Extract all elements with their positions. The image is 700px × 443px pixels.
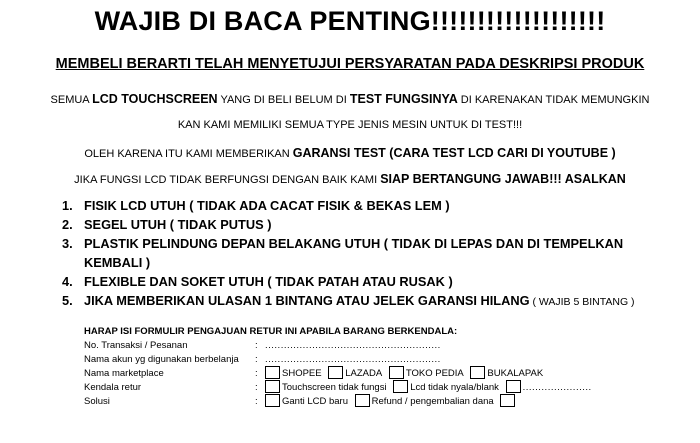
form-row-kendala: [84, 381, 684, 395]
checkbox[interactable]: [500, 394, 515, 407]
option-label: TOKO PEDIA: [405, 368, 464, 380]
rule-number: 4.: [62, 274, 73, 289]
checkbox[interactable]: [328, 366, 343, 379]
p4-text-1: JIKA FUNGSI LCD TIDAK BERFUNGSI DENGAN BAIK KAMI: [74, 174, 381, 186]
solusi-label: Solusi: [84, 396, 110, 407]
p1-bold-2: TEST FUNGSINYA: [349, 92, 458, 106]
option-refund[interactable]: [355, 396, 494, 407]
option-lazada[interactable]: [328, 368, 382, 379]
option-bukalapak[interactable]: [470, 368, 543, 379]
rule-text: FISIK LCD UTUH ( TIDAK ADA CACAT FISIK & BEKAS LEM ): [84, 198, 450, 213]
marketplace-label: Nama marketplace: [84, 368, 164, 379]
colon: :: [255, 340, 258, 351]
rule-number: 2.: [62, 217, 73, 232]
rule-item: [62, 234, 682, 272]
p1-text-3: DI KARENAKAN TIDAK MEMUNGKIN: [457, 94, 650, 106]
colon: :: [255, 382, 258, 393]
form-row-solusi: [84, 395, 684, 409]
option-solusi-other[interactable]: [500, 396, 517, 407]
warranty-rules-list: [62, 196, 682, 312]
form-row-akun: [84, 353, 684, 367]
checkbox[interactable]: [393, 380, 408, 393]
marketplace-options: [265, 367, 547, 381]
option-tokopedia[interactable]: [389, 368, 464, 379]
rule-text-main: JIKA MEMBERIKAN ULASAN 1 BINTANG ATAU JELEK GARANSI HILANG: [84, 293, 530, 308]
transaksi-label: No. Transaksi / Pesanan: [84, 340, 188, 351]
p3-bold-1: GARANSI TEST (CARA TEST LCD CARI DI YOUTUBE ): [292, 146, 616, 160]
akun-field[interactable]: ........................................................: [265, 354, 441, 365]
rule-number: 5.: [62, 293, 73, 308]
solusi-options: [265, 395, 521, 409]
p3-text-1: OLEH KARENA ITU KAMI MEMBERIKAN: [84, 148, 293, 160]
subtitle: MEMBELI BERARTI TELAH MENYETUJUI PERSYARATAN PADA DESKRIPSI PRODUK: [55, 56, 645, 72]
rule-number: 3.: [62, 236, 73, 251]
notice-paragraph-4: [0, 172, 700, 186]
checkbox[interactable]: [506, 380, 521, 393]
colon: :: [255, 396, 258, 407]
p1-text-2: YANG DI BELI BELUM DI: [217, 94, 350, 106]
option-other[interactable]: [506, 382, 592, 393]
option-label: Ganti LCD baru: [282, 396, 349, 408]
rule-item: [62, 272, 682, 291]
checkbox[interactable]: [265, 394, 280, 407]
kendala-label: Kendala retur: [84, 382, 142, 393]
p1-bold-1: LCD TOUCHSCREEN: [92, 92, 218, 106]
p1-text-1: SEMUA: [50, 94, 93, 106]
option-lcd-blank[interactable]: [393, 382, 499, 393]
rule-note: ( WAJIB 5 BINTANG ): [529, 296, 635, 308]
page-title: WAJIB DI BACA PENTING!!!!!!!!!!!!!!!!!!!: [94, 6, 606, 36]
akun-label: Nama akun yg digunakan berbelanja: [84, 354, 239, 365]
p4-bold-1: SIAP BERTANGUNG JAWAB!!! ASALKAN: [380, 172, 626, 186]
notice-paragraph-2: KAN KAMI MEMILIKI SEMUA TYPE JENIS MESIN UNTUK DI TEST!!!: [177, 119, 523, 131]
rule-text: PLASTIK PELINDUNG DEPAN BELAKANG UTUH ( TIDAK DI LEPAS DAN DI TEMPELKAN KEMBALI ): [84, 236, 624, 270]
rule-number: 1.: [62, 198, 73, 213]
colon: :: [255, 368, 258, 379]
rule-item: [62, 196, 682, 215]
option-ganti-lcd[interactable]: [265, 396, 348, 407]
rule-text: [84, 291, 682, 312]
option-touchscreen[interactable]: [265, 382, 387, 393]
option-shopee[interactable]: [265, 368, 322, 379]
checkbox[interactable]: [355, 394, 370, 407]
option-label: Refund / pengembalian dana: [371, 396, 494, 408]
rule-text: FLEXIBLE DAN SOKET UTUH ( TIDAK PATAH ATAU RUSAK ): [84, 274, 453, 289]
option-label: SHOPEE: [282, 368, 322, 380]
rule-item: [62, 215, 682, 234]
notice-paragraph-1: [0, 92, 700, 106]
checkbox[interactable]: [265, 366, 280, 379]
other-field[interactable]: ......................: [522, 382, 592, 394]
form-row-marketplace: [84, 367, 684, 381]
checkbox[interactable]: [265, 380, 280, 393]
form-row-transaksi: [84, 339, 684, 353]
transaksi-field[interactable]: ........................................................: [265, 340, 441, 351]
rule-item: [62, 291, 682, 312]
return-form: [84, 339, 684, 409]
form-heading: HARAP ISI FORMULIR PENGAJUAN RETUR INI APABILA BARANG BERKENDALA:: [84, 326, 458, 337]
option-label: LAZADA: [345, 368, 383, 380]
option-label: Lcd tidak nyala/blank: [410, 382, 499, 394]
checkbox[interactable]: [470, 366, 485, 379]
option-label: Touchscreen tidak fungsi: [282, 382, 387, 394]
option-label: BUKALAPAK: [487, 368, 544, 380]
kendala-options: [265, 381, 596, 395]
checkbox[interactable]: [389, 366, 404, 379]
colon: :: [255, 354, 258, 365]
rule-text: SEGEL UTUH ( TIDAK PUTUS ): [84, 217, 272, 232]
notice-paragraph-3: [0, 146, 700, 160]
